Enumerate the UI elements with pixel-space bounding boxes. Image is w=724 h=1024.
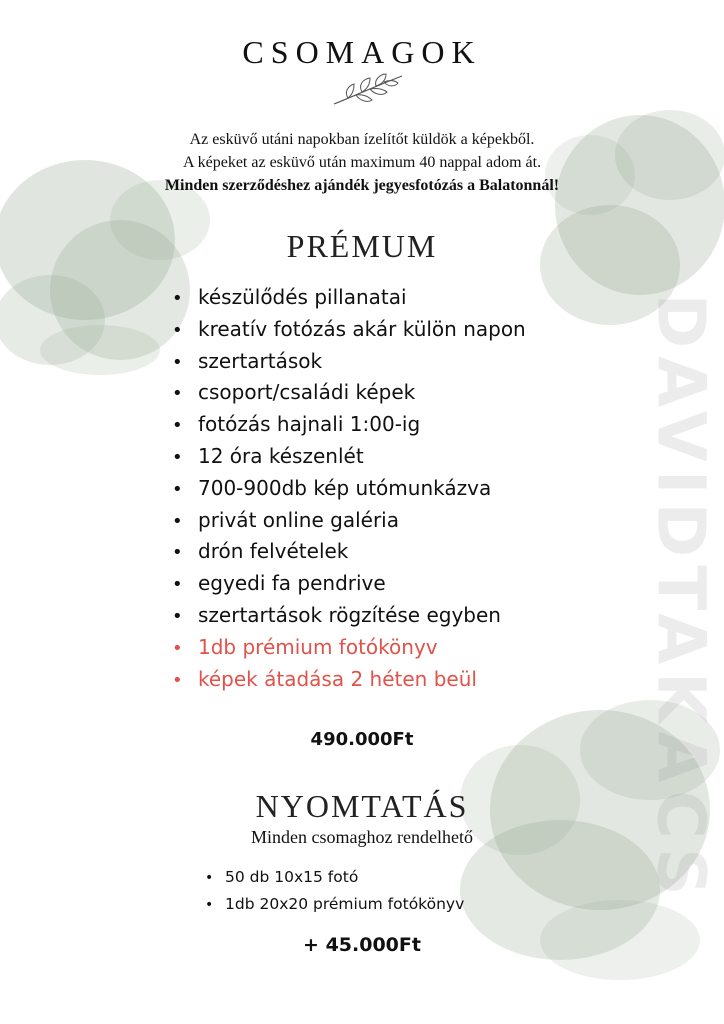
premium-title: PRÉMUM (286, 228, 438, 264)
feature-item: • készülődés pillanatai (172, 282, 526, 314)
leaf-sprig-icon (330, 70, 406, 112)
feature-item-highlight: • képek átadása 2 héten beül (172, 664, 526, 696)
intro-text (0, 128, 724, 197)
intro-line-3: Minden szerződéshez ajándék jegyesfotózás a Balatonnál! (164, 177, 560, 194)
feature-item: • fotózás hajnali 1:00-ig (172, 409, 526, 441)
premium-features-list (172, 282, 526, 695)
feature-item: • 700-900db kép utómunkázva (172, 473, 526, 505)
feature-item: • kreatív fotózás akár külön napon (172, 314, 526, 346)
premium-price: 490.000Ft (310, 729, 414, 750)
print-items-list (205, 864, 464, 918)
intro-line-2: A képeket az esküvő után maximum 40 nappal adom át. (182, 154, 542, 171)
feature-item-highlight: • 1db prémium fotókönyv (172, 632, 526, 664)
feature-item: • csoport/családi képek (172, 377, 526, 409)
feature-item: • drón felvételek (172, 536, 526, 568)
print-subtitle: Minden csomaghoz rendelhető (251, 827, 473, 847)
feature-item: • 12 óra készenlét (172, 441, 526, 473)
feature-item: • egyedi fa pendrive (172, 568, 526, 600)
watermark: DAVIDTAKACS (642, 293, 720, 904)
print-item: • 1db 20x20 prémium fotókönyv (205, 891, 464, 918)
feature-item: • szertartások rögzítése egyben (172, 600, 526, 632)
print-item: • 50 db 10x15 fotó (205, 864, 464, 891)
feature-item: • privát online galéria (172, 505, 526, 537)
page-title: CSOMAGOK (242, 34, 482, 70)
intro-line-1: Az esküvő utáni napokban ízelítőt küldök a képekből. (189, 131, 535, 148)
print-price: + 45.000Ft (303, 934, 421, 956)
feature-item: • szertartások (172, 346, 526, 378)
print-title: NYOMTATÁS (255, 788, 469, 824)
